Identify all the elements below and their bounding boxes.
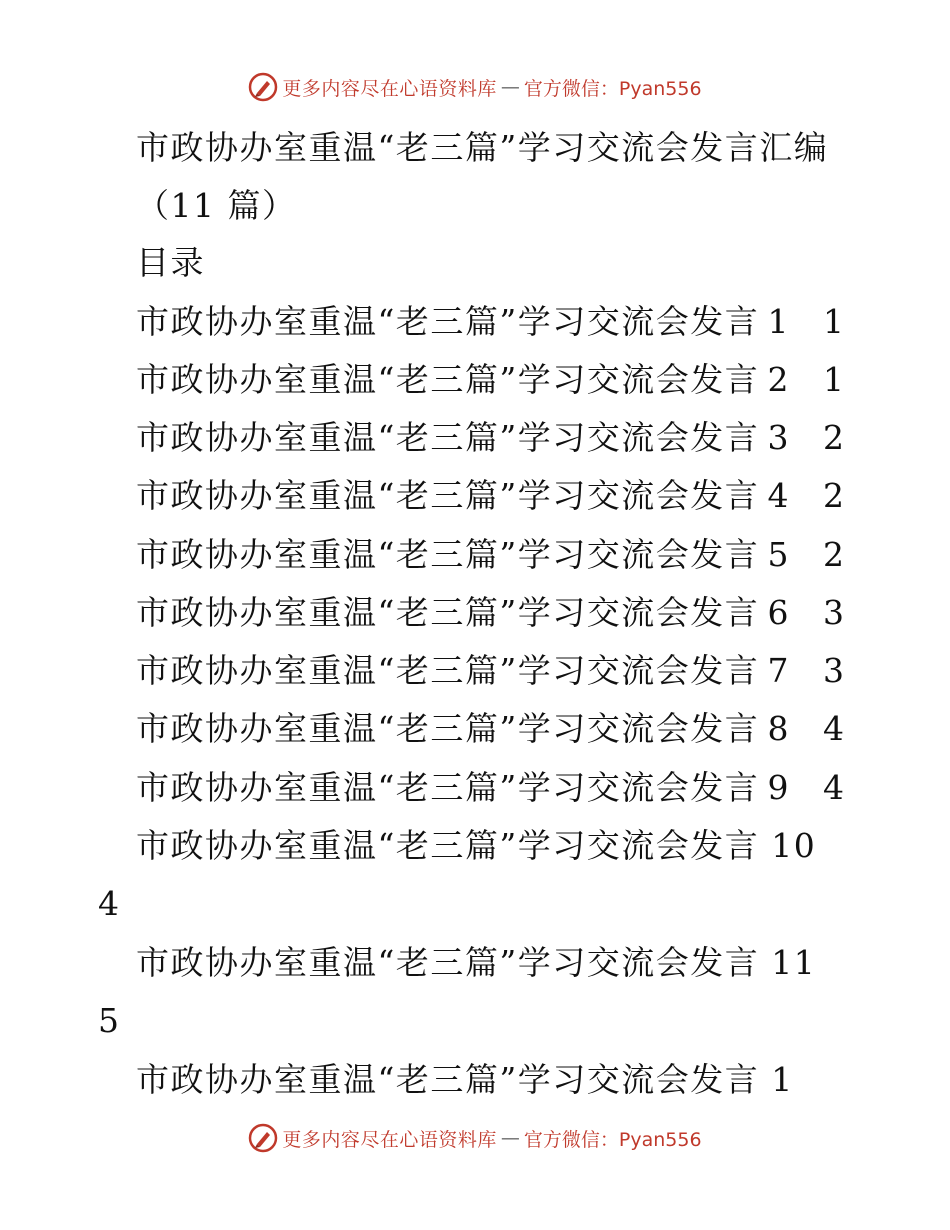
pen-nib-logo-icon [248,1123,278,1153]
toc-entry[interactable] [136,651,856,691]
document-title-count: （11 篇） [136,186,297,225]
footer-watermark [0,1123,950,1153]
watermark-account: 官方微信：Pyan556 [523,1128,702,1151]
toc-entry-page: 1 [823,360,856,399]
toc-entry-number: 9 [767,768,801,807]
toc-entry-number: 4 [767,476,801,515]
toc-entry-title: 市政协办室重温“老三篇”学习交流会发言 [136,360,760,399]
toc-entry-title: 市政协办室重温“老三篇”学习交流会发言 [136,826,760,865]
pen-nib-logo-icon [248,72,278,102]
toc-entry[interactable] [136,418,856,458]
toc-entry-number: 3 [767,418,801,457]
toc-entry-page: 2 [823,535,856,574]
toc-entry-page: 3 [823,651,856,690]
watermark-text: 更多内容尽在心语资料库 [282,77,497,100]
toc-entry-number: 11 [771,943,817,982]
toc-entry-title: 市政协办室重温“老三篇”学习交流会发言 [136,593,760,632]
toc-entry[interactable] [136,476,856,516]
toc-entry-page: 5 [98,1001,121,1040]
toc-entry-title: 市政协办室重温“老三篇”学习交流会发言 [136,418,760,457]
toc-entry-number: 8 [767,709,801,748]
toc-entry-page: 4 [823,709,856,748]
toc-entry-page: 2 [823,476,856,515]
toc-entry[interactable] [136,709,856,749]
watermark-separator: — [500,1127,520,1149]
watermark-account: 官方微信：Pyan556 [523,77,702,100]
toc-entry-title: 市政协办室重温“老三篇”学习交流会发言 [136,768,760,807]
document-title: 市政协办室重温“老三篇”学习交流会发言汇编 [136,128,829,167]
toc-entry-page: 1 [823,302,856,341]
toc-entry[interactable] [136,535,856,575]
section-heading: 市政协办室重温“老三篇”学习交流会发言 1 [136,1060,794,1099]
watermark-separator: — [500,76,520,98]
toc-entry-title: 市政协办室重温“老三篇”学习交流会发言 [136,476,760,515]
toc-entry-page: 2 [823,418,856,457]
toc-entry-title: 市政协办室重温“老三篇”学习交流会发言 [136,943,760,982]
header-watermark [0,72,950,102]
toc-entry-number: 6 [767,593,801,632]
toc-entry[interactable] [136,593,856,633]
toc-entry-number: 7 [767,651,801,690]
toc-entry-number: 5 [767,535,801,574]
toc-entry-number: 10 [771,826,817,865]
toc-entry-page: 4 [823,768,856,807]
toc-entry[interactable] [136,302,856,342]
toc-entry-page: 3 [823,593,856,632]
toc-entry-title: 市政协办室重温“老三篇”学习交流会发言 [136,651,760,690]
toc-entry-number: 2 [767,360,801,399]
toc-entry[interactable] [136,768,856,808]
toc-entry-page: 4 [98,884,121,923]
toc-entry-title: 市政协办室重温“老三篇”学习交流会发言 [136,709,760,748]
toc-entry[interactable] [136,826,816,866]
toc-heading: 目录 [136,243,205,282]
toc-entry[interactable] [136,360,856,400]
toc-entry-title: 市政协办室重温“老三篇”学习交流会发言 [136,535,760,574]
watermark-text: 更多内容尽在心语资料库 [282,1128,497,1151]
toc-entry-title: 市政协办室重温“老三篇”学习交流会发言 [136,302,760,341]
toc-entry[interactable] [136,943,816,983]
toc-entry-number: 1 [767,302,801,341]
